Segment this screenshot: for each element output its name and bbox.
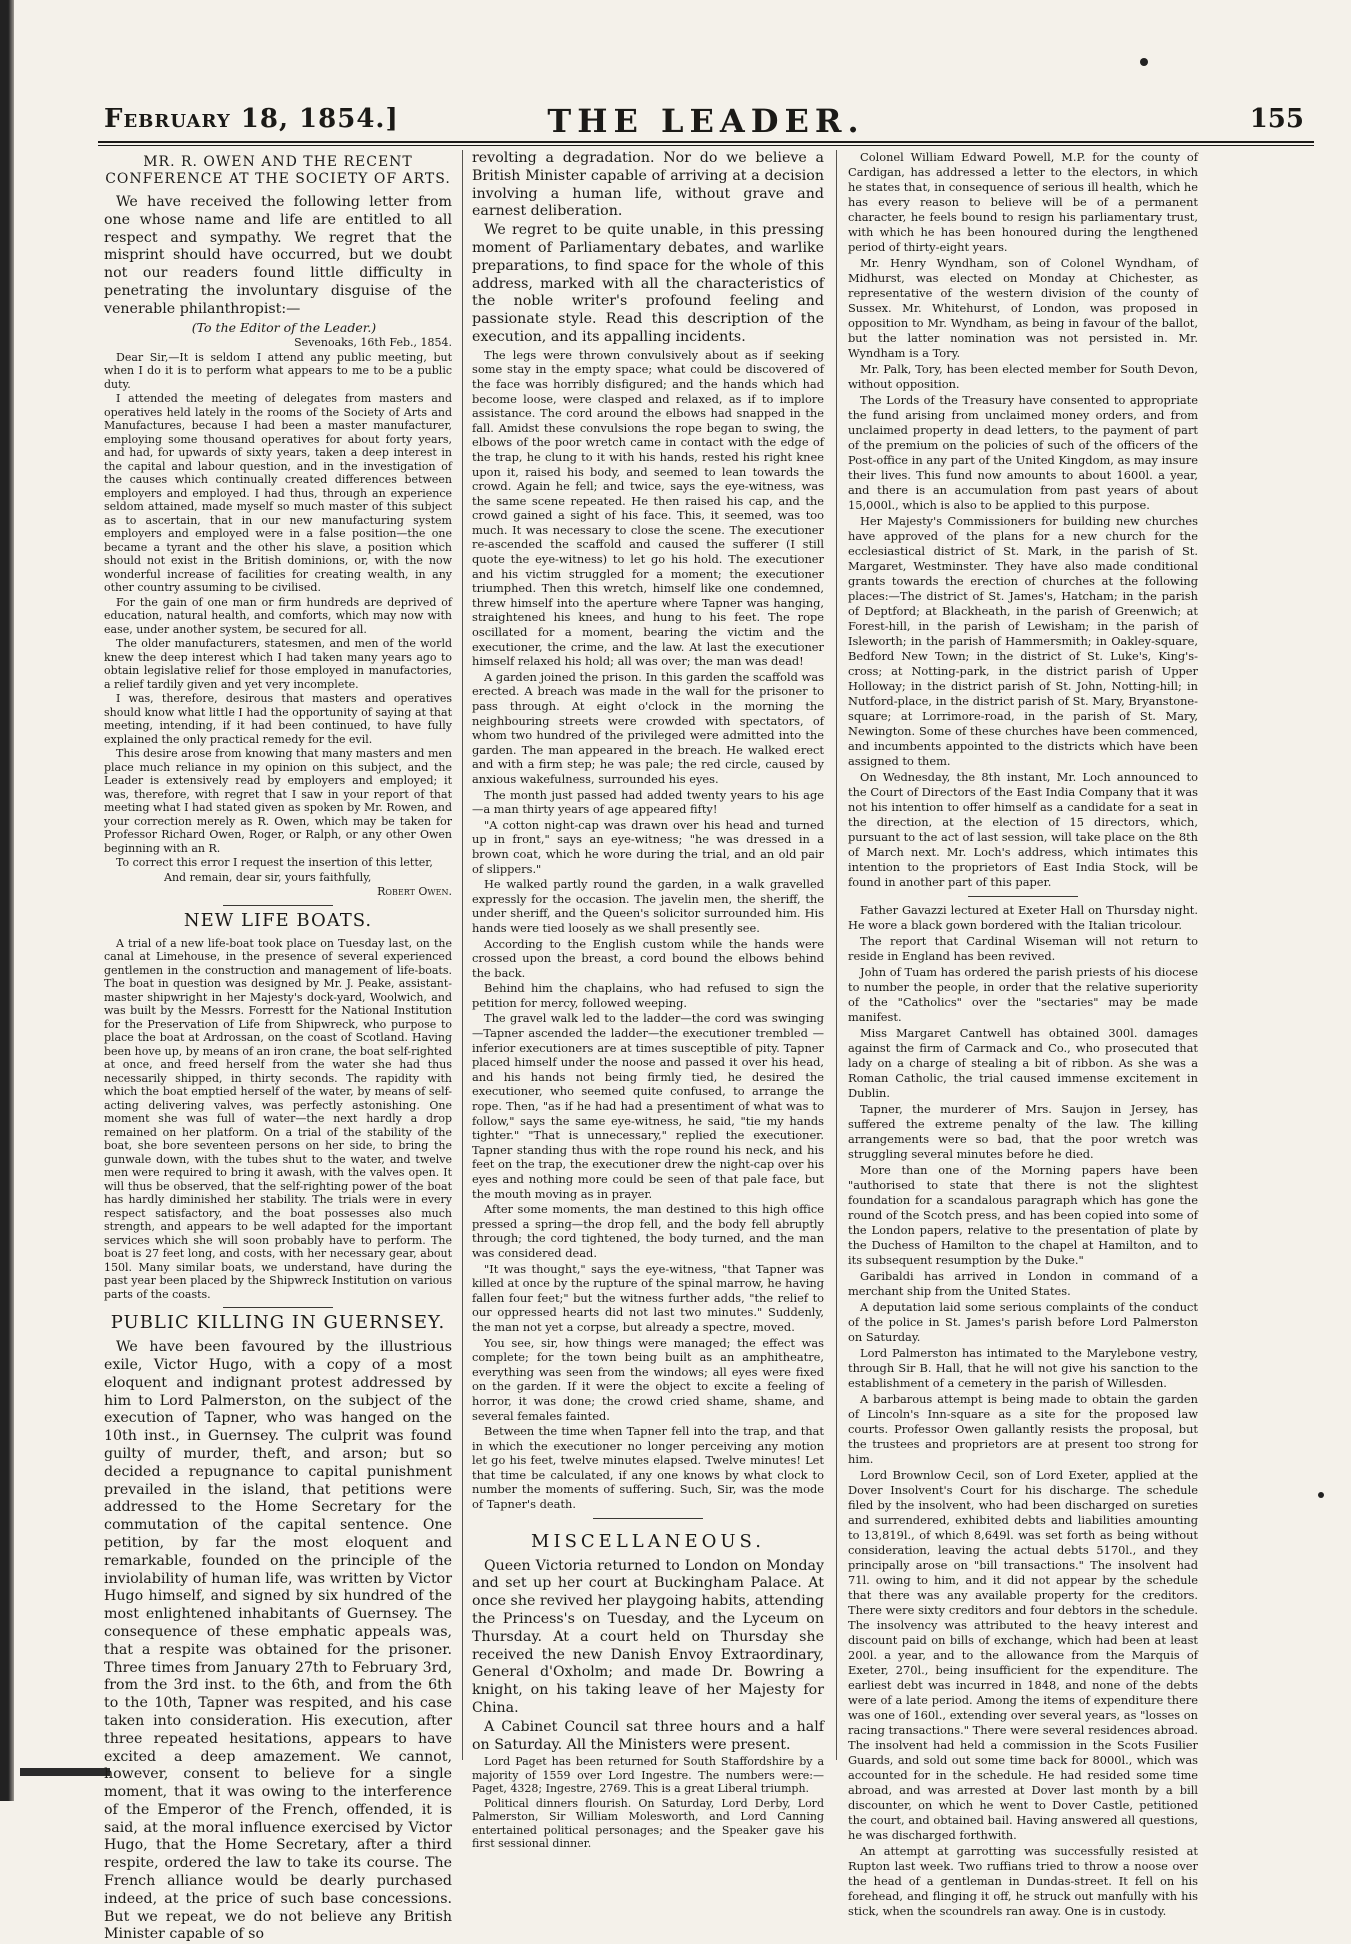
quoted-paragraph: A garden joined the prison. In this garden the scaffold was erected. A breach was made in the wall for the prisoner to pass through. At eight o'clock in the morning the neighbouring streets were crowded with spectators, of whom two hundred of the privileged were admitted into the garden. The man appeared in the breach. He walked erect and with a firm step; he was pale; the red circle, caused by anxious wakefulness, surrounded his eyes. xyxy=(472,669,824,786)
article-paragraph: A trial of a new life-boat took place on Tuesday last, on the canal at Limehouse, in the presence of several experienced gentlemen in the construction and management of life-boats. The boat in question was designed by Mr. J. Peake, assistant-master shipwright in her Majesty's dock-yard, Woolwich, and was built by the Messrs. Forrestt for the National Institution for the Preservation of Life from Shipwreck, who purpose to place the boat at Ardrossan, on the coast of Scotland. Having been hove up, by means of an iron crane, the boat self-righted at once, and freed herself from the water she had thus necessarily shipped, in thirty seconds. The rapidity with which the boat emptied herself of the water, by means of self-acting delivering valves, was perfectly astonishing. One moment she was full of water—the next hardly a drop remained on her platform. On a trial of the stability of the boat, she bore seventeen persons on her side, to bring the gunwale down, with the tubes shut to the water, and twelve men were required to bring it awash, with the valves open. It will thus be observed, that the self-righting power of the boat has hardly diminished her stability. The trials were in every respect satisfactory, and the boat possesses also much strength, and appears to be well adapted for the important services which she will soon probably have to perform. The boat is 27 feet long, and costs, with her necessary gear, about 150l. Many similar boats, we understand, have during the past year been placed by the Shipwreck Institution on various parts of the coasts. xyxy=(104,936,452,1301)
quoted-paragraph: The month just passed had added twenty years to his age —a man thirty years of age appeared fifty! xyxy=(472,787,824,817)
news-item: Father Gavazzi lectured at Exeter Hall on Thursday night. He wore a black gown bordered with the Italian tricolour. xyxy=(848,903,1198,932)
article-paragraph: We regret to be quite unable, in this pressing moment of Parliamentary debates, and warlike preparations, to find space for the whole of this address, marked with all the characteristics of the noble writer's profound feeling and passionate style. Read this description of the execution, and its appalling incidents. xyxy=(472,222,824,345)
news-item: An attempt at garrotting was successfully resisted at Rupton last week. Two ruffians tried to throw a noose over the head of a gentleman in Dundas-street. It fell on his forehead, and flinging it off, he struck out manfully with his stick, when the scoundrels ran away. One is in custody. xyxy=(848,1844,1198,1918)
section-rule xyxy=(223,1307,333,1308)
page-header xyxy=(98,98,1314,140)
article-paragraph: Political dinners flourish. On Saturday, Lord Derby, Lord Palmerston, Sir William Molesworth, and Lord Canning entertained political personages; and the Speaker gave his first sessional dinner. xyxy=(472,1796,824,1851)
quoted-paragraph: "A cotton night-cap was drawn over his head and turned up in front," says an eye-witness; "he was dressed in a brown coat, which he wore during the trial, and an old pair of slippers." xyxy=(472,817,824,876)
quoted-paragraph: "It was thought," says the eye-witness, "that Tapner was killed at once by the rupture of the spinal marrow, he having fallen four feet;" but the witness further adds, "the relief to our oppressed hearts did not last two minutes." Suddenly, the man not yet a corpse, but already a spectre, moved. xyxy=(472,1261,824,1334)
article-paragraph: The older manufacturers, statesmen, and men of the world knew the deep interest which I had taken many years ago to obtain legislative relief for those employed in manufactories, a relief tardily given and yet very incomplete. xyxy=(104,637,452,691)
news-item: The Lords of the Treasury have consented to appropriate the fund arising from unclaimed money orders, and from unclaimed property in dead letters, to the payment of part of the premium on the policies of such of the officers of the Post-office in any part of the United Kingdom, as may insure their lives. This fund now amounts to about 1600l. a year, and there is an accumulation from past years of about 15,000l., which is also to be applied to this purpose. xyxy=(848,393,1198,512)
news-item: On Wednesday, the 8th instant, Mr. Loch announced to the Court of Directors of the East India Company that it was not his intention to offer himself as a candidate for a seat in the direction, at the election of 15 directors, which, pursuant to the act of last session, will take place on the 8th of March next. Mr. Loch's address, which intimates this intention to the proprietors of East India Stock, will be found in another part of this paper. xyxy=(848,770,1198,889)
section-rule xyxy=(593,1518,703,1519)
article-headline-guernsey: PUBLIC KILLING IN GUERNSEY. xyxy=(110,1312,446,1334)
quoted-paragraph: He walked partly round the garden, in a walk gravelled expressly for the occasion. The javelin men, the sheriff, the under sheriff, and the Queen's solicitor surrounded him. His hands were tied loosely as we shall presently see. xyxy=(472,877,824,935)
ink-speck xyxy=(1140,58,1148,66)
news-item: Lord Palmerston has intimated to the Marylebone vestry, through Sir B. Hall, that he will not give his sanction to the establishment of a cemetery in the parish of Willesden. xyxy=(848,1346,1198,1390)
section-rule xyxy=(223,905,333,906)
news-item: Colonel William Edward Powell, M.P. for the county of Cardigan, has addressed a letter to the electors, in which he states that, in consequence of serious ill health, which he has every reason to believe will be of a permanent character, he feels bound to resign his parliamentary trust, with which he has been honoured during the lengthened period of thirty-eight years. xyxy=(848,150,1198,254)
article-paragraph: I attended the meeting of delegates from masters and operatives held lately in the rooms of the Society of Arts and Manufactures, because I had been a master manufacturer, employing some thousand operatives for about forty years, and had, for upwards of sixty years, taken a deep interest in the capital and labour question, and in the investigation of the causes which continually created differences between employers and employed. I had thus, through an experience seldom attained, made myself so much master of this subject as to ascertain, that in our new manufacturing system employers and employed were in a false position—the one became a tyrant and the other his slave, a position which should not exist in the British dominions, or, with the now wonderful increase of facilities for creating wealth, in any other country assuming to be civilised. xyxy=(104,392,452,595)
article-paragraph: Lord Paget has been returned for South Staffordshire by a majority of 1559 over Lord Ingestre. The numbers were:—Paget, 4328; Ingestre, 2769. This is a great Liberal triumph. xyxy=(472,1755,824,1796)
article-paragraph: revolting a degradation. Nor do we believe a British Minister capable of arriving at a decision involving a human life, without grave and earnest deliberation. xyxy=(472,150,824,220)
binding-tab xyxy=(20,1768,110,1776)
binding-edge xyxy=(0,0,14,1801)
news-item: Tapner, the murderer of Mrs. Saujon in Jersey, has suffered the extreme penalty of the law. The killing arrangements were so bad, that the poor wretch was struggling several minutes before he died. xyxy=(848,1102,1198,1161)
quoted-paragraph: Between the time when Tapner fell into the trap, and that in which the executioner no longer perceiving any motion let go his feet, twelve minutes elapsed. Twelve minutes! Let that time be calculated, if any one knows by what clock to number the moments of suffering. Such, Sir, was the mode of Tapner's death. xyxy=(472,1424,824,1512)
article-paragraph: A Cabinet Council sat three hours and a half on Saturday. All the Ministers were present. xyxy=(472,1718,824,1753)
news-item: More than one of the Morning papers have been "authorised to state that there is not the slightest foundation for a scandalous paragraph which has gone the round of the Scotch press, and has been copied into some of the London papers, relative to the presentation of plate by the Duchess of Hamilton to the chapel at Hamilton, and to its subsequent resumption by the Duke." xyxy=(848,1163,1198,1267)
quoted-paragraph: According to the English custom while the hands were crossed upon the breast, a cord bound the elbows behind the back. xyxy=(472,936,824,980)
news-item: A barbarous attempt is being made to obtain the garden of Lincoln's Inn-square as a site for the proposed law courts. Professor Owen gallantly resists the proposal, but the trustees and proprietors are at present too strong for him. xyxy=(848,1392,1198,1466)
quoted-paragraph: Behind him the chaplains, who had refused to sign the petition for mercy, followed weeping. xyxy=(472,981,824,1010)
ink-speck xyxy=(1318,1492,1324,1498)
news-item: John of Tuam has ordered the parish priests of his diocese to number the people, in order that the relative superiority of the "Catholics" over the "sectaries" may be made manifest. xyxy=(848,965,1198,1024)
column-3 xyxy=(848,150,1198,1918)
quoted-paragraph: The legs were thrown convulsively about as if seeking some stay in the empty space; what could be discovered of the face was horribly disfigured; and the hands which had become loose, were clasped and relaxed, as if to implore assistance. The cord around the elbows had snapped in the fall. Amidst these convulsions the rope began to swing, the elbows of the poor wretch came in contact with the edge of the trap, he clung to it with his hands, rested his right knee upon it, raised his body, and seemed to lean towards the crowd. Again he fell; and twice, says the eye-witness, was the same scene repeated. He then raised his cap, and the crowd gained a sight of his face. This, it seemed, was too much. It was necessary to close the scene. The executioner re-ascended the scaffold and caused the sufferer (I still quote the eye-witness) to let go his hold. The executioner and his victim struggled for a moment; the executioner triumphed. Then this wretch, himself like one condemned, threw himself into the aperture where Tapner was hanging, straightened his knees, and hung to his feet. The rope oscillated for a moment, bearing the victim and the executioner, the crime, and the law. At last the executioner himself relaxed his hold; all was over; the man was dead! xyxy=(472,347,824,669)
masthead-title: THE LEADER. xyxy=(547,102,865,140)
header-rule xyxy=(98,141,1314,143)
article-paragraph: Queen Victoria returned to London on Monday and set up her court at Buckingham Palace. At once she revived her playgoing habits, attending the Princess's on Tuesday, and the Lyceum on Thursday. At a court held on Thursday she received the new Danish Envoy Extraordinary, General d'Oxholm; and made Dr. Bowring a knight, on his taking leave of her Majesty for China. xyxy=(472,1557,824,1717)
news-item: The report that Cardinal Wiseman will not return to reside in England has been revived. xyxy=(848,934,1198,963)
section-rule xyxy=(968,896,1078,897)
column-divider xyxy=(462,150,463,1760)
article-paragraph: For the gain of one man or firm hundreds are deprived of education, natural health, and comforts, which may now with ease, under another system, be secured for all. xyxy=(104,595,452,636)
quoted-paragraph: You see, sir, how things were managed; the effect was complete; for the town being built as an amphitheatre, everything was seen from the windows; all eyes were fixed on the garden. If it were the object to excite a feeling of horror, it was done; the crowd cried shame, shame, and several females fainted. xyxy=(472,1335,824,1423)
news-item: A deputation laid some serious complaints of the conduct of the police in St. James's parish before Lord Palmerston on Saturday. xyxy=(848,1300,1198,1344)
article-paragraph: Dear Sir,—It is seldom I attend any public meeting, but when I do it is to perform what appears to me to be a public duty. xyxy=(104,350,452,391)
news-item: Miss Margaret Cantwell has obtained 300l. damages against the firm of Carmack and Co., who prosecuted that lady on a charge of stealing a bit of ribbon. As she was a Roman Catholic, the trial caused immense excitement in Dublin. xyxy=(848,1026,1198,1100)
article-paragraph: We have received the following letter from one whose name and life are entitled to all respect and sympathy. We regret that the misprint should have occurred, but we doubt not our readers found little difficulty in penetrating the involuntary disguise of the venerable philanthropist:— xyxy=(104,194,452,317)
page-number: 155 xyxy=(1249,104,1304,134)
quoted-paragraph: After some moments, the man destined to this high office pressed a spring—the drop fell, and the body fell abruptly through; the cord tightened, the body turned, and the man was considered dead. xyxy=(472,1202,824,1260)
letter-signature: Robert Owen. xyxy=(377,885,452,899)
news-item: Garibaldi has arrived in London in command of a merchant ship from the United States. xyxy=(848,1269,1198,1298)
letter-closing: And remain, dear sir, yours faithfully, xyxy=(164,870,372,884)
section-headline-miscellaneous: MISCELLANEOUS. xyxy=(531,1530,765,1552)
article-headline-lifeboats: NEW LIFE BOATS. xyxy=(183,909,373,931)
column-2 xyxy=(472,150,824,1851)
news-item: Mr. Palk, Tory, has been elected member for South Devon, without opposition. xyxy=(848,362,1198,391)
letter-salutation-heading: (To the Editor of the Leader.) xyxy=(191,319,377,335)
column-1 xyxy=(104,150,452,1943)
article-paragraph: This desire arose from knowing that many masters and men place much reliance in my opinion on this subject, and the Leader is extensively read by employers and employed; it was, therefore, with regret that I saw in your report of that meeting what I had stated given as spoken by Mr. Rowen, and your correction merely as R. Owen, which may be taken for Professor Richard Owen, Roger, or Ralph, or any other Owen beginning with an R. xyxy=(104,747,452,855)
article-paragraph: I was, therefore, desirous that masters and operatives should know what little I had the opportunity of saying at that meeting, intending, if it had been continued, to have fully explained the only practical remedy for the evil. xyxy=(104,692,452,746)
article-headline-owen: MR. R. OWEN AND THE RECENT CONFERENCE AT THE SOCIETY OF ARTS. xyxy=(105,154,451,187)
letter-dateline: Sevenoaks, 16th Feb., 1854. xyxy=(294,336,452,350)
header-date: February 18, 1854.] xyxy=(104,104,399,134)
news-item: Lord Brownlow Cecil, son of Lord Exeter, applied at the Dover Insolvent's Court for his discharge. The schedule filed by the insolvent, who had been discharged on sureties and surrendered, exhibited debts and liabilities amounting to 13,819l., of which 8,649l. was set forth as being without consideration, leaving the actual debts 5170l., and they principally arose on "bill transactions." The insolvent had 71l. owing to him, and it did not appear by the schedule that there was any available property for the creditors. There were sixty creditors and four debtors in the schedule. The insolvency was attributed to the heavy interest and discount paid on bills of exchange, which had been at least 200l. a year, and to the allowance from the Marquis of Exeter, 270l., being insufficient for the expenditure. The earliest debt was incurred in 1848, and none of the debts were of a late period. Among the items of expenditure there was one of 160l., extending over several years, as "losses on racing transactions." There were several residences abroad. The insolvent had held a commission in the Scots Fusilier Guards, and sold out some time back for 8000l., which was accounted for in the schedule. He had resided some time abroad, and was arrested at Dover last month by a bill discounter, on which he went to Dover Castle, petitioned the court, and obtained bail. Having answered all questions, he was discharged forthwith. xyxy=(848,1468,1198,1842)
article-paragraph: To correct this error I request the insertion of this letter, xyxy=(116,856,433,870)
quoted-paragraph: The gravel walk led to the ladder—the cord was swinging—Tapner ascended the ladder—the executioner trembled —inferior executioners are at times susceptible of pity. Tapner placed himself under the noose and passed it over his head, and his hands not being firmly tied, he desired the executioner, who seemed quite confused, to arrange the rope. Then, "as if he had had a presentiment of what was to follow," says the same eye-witness, he said, "tie my hands tighter." "That is unnecessary," replied the executioner. Tapner standing thus with the rope round his neck, and his feet on the trap, the executioner drew the night-cap over his eyes and nothing more could be seen of that pale face, but the mouth moving as in prayer. xyxy=(472,1011,824,1201)
column-divider xyxy=(836,150,837,1760)
article-paragraph: We have been favoured by the illustrious exile, Victor Hugo, with a copy of a most eloquent and indignant protest addressed by him to Lord Palmerston, on the subject of the execution of Tapner, who was hanged on the 10th inst., in Guernsey. The culprit was found guilty of murder, theft, and arson; but so decided a repugnance to capital punishment prevailed in the island, that petitions were addressed to the Home Secretary for the commutation of the capital sentence. One petition, by far the most eloquent and remarkable, founded on the principle of the inviolability of human life, was written by Victor Hugo himself, and signed by six hundred of the most enlightened inhabitants of Guernsey. The consequence of these emphatic appeals was, that a respite was obtained for the prisoner. Three times from January 27th to February 3rd, from the 3rd inst. to the 6th, and from the 6th to the 10th, Tapner was respited, and his case taken into consideration. His execution, after three repeated hesitations, appears to have excited a deep amazement. We cannot, however, consent to believe for a single moment, that it was owing to the interference of the Emperor of the French, offended, it is said, at the moral influence exercised by Victor Hugo, that the Home Secretary, after a third respite, ordered the law to take its course. The French alliance would be dearly purchased indeed, at the price of such base concessions. But we repeat, we do not believe any British Minister capable of so xyxy=(104,1339,452,1943)
news-item: Her Majesty's Commissioners for building new churches have approved of the plans for a new church for the ecclesiastical district of St. Mark, in the parish of St. Margaret, Westminster. They have also made conditional grants towards the erection of churches at the following places:—The district of St. James's, Hatcham; in the parish of Deptford; at Blackheath, in the parish of Greenwich; at Forest-hill, in the parish of Lewisham; in the parish of Isleworth; in the parish of Hammersmith; in Oakley-square, Bedford New Town; in the district of St. Luke's, King's-cross; at Notting-park, in the district parish of Upper Holloway; in the district parish of St. John, Notting-hill; in Nutford-place, in the district parish of St. Mary, Bryanstone-square; at Lorrimore-road, in the parish of St. Mary, Newington. Some of these churches have been commenced, and incumbents appointed to the districts which have been assigned to them. xyxy=(848,514,1198,768)
news-item: Mr. Henry Wyndham, son of Colonel Wyndham, of Midhurst, was elected on Monday at Chichester, as representative of the western division of the county of Sussex. Mr. Whitehurst, of London, was proposed in opposition to Mr. Wyndham, as being in favour of the ballot, but the latter nomination was not persisted in. Mr. Wyndham is a Tory. xyxy=(848,256,1198,360)
header-rule xyxy=(98,145,1314,146)
